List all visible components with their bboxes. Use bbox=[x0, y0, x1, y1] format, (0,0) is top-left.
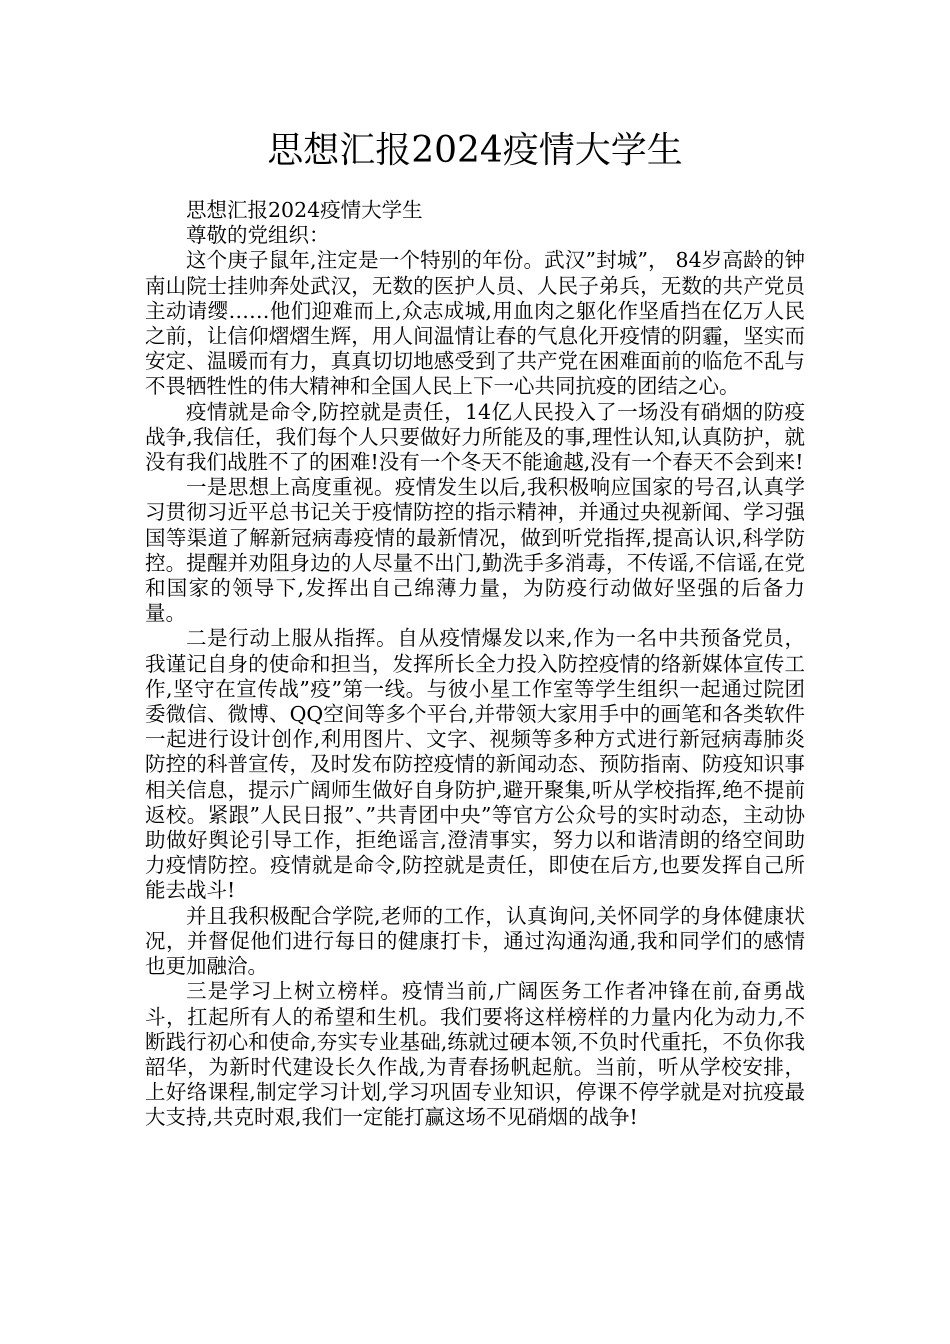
paragraph-cooperation: 并且我积极配合学院,老师的工作，认真询问,关怀同学的身体健康状况，并督促他们进行每日的健康打卡，通过沟通沟通,我和同学们的感情也更加融洽。 bbox=[145, 903, 805, 979]
paragraph-responsibility: 疫情就是命令,防控就是责任，14亿人民投入了一场没有硝烟的防疫战争,我信任，我们每个人只要做好力所能及的事,理性认知,认真防护，就没有我们战胜不了的困难!没有一个冬天不能逾越,没有一个春天不会到来! bbox=[145, 399, 805, 475]
paragraph-point-three: 三是学习上树立榜样。疫情当前,广阔医务工作者冲锋在前,奋勇战斗，扛起所有人的希望和生机。我们要将这样榜样的力量内化为动力,不断践行初心和使命,夯实专业基础,练就过硬本领,不负时代重托，不负你我韶华，为新时代建设长久作战,为青春扬帆起航。当前，听从学校安排，上好络课程,制定学习计划,学习巩固专业知识，停课不停学就是对抗疫最大支持,共克时艰,我们一定能打赢这场不见硝烟的战争! bbox=[145, 979, 805, 1130]
paragraph-point-two: 二是行动上服从指挥。自从疫情爆发以来,作为一名中共预备党员，我谨记自身的使命和担当，发挥所长全力投入防控疫情的络新媒体宣传工作,坚守在宣传战”疫”第一线。与彼小星工作室等学生组织一起通过院团委微信、微博、QQ空间等多个平台,并带领大家用手中的画笔和各类软件一起进行设计创作,利用图片、文字、视频等多种方式进行新冠病毒肺炎防控的科普宣传，及时发布防控疫情的新闻动态、预防指南、防疫知识事相关信息，提示广阔师生做好自身防护,避开聚集,听从学校指挥,绝不提前返校。紧跟”人民日报”、”共青团中央”等官方公众号的实时动态，主动协助做好舆论引导工作，拒绝谣言,澄清事实，努力以和谐清朗的络空间助力疫情防控。疫情就是命令,防控就是责任，即使在后方,也要发挥自己所能去战斗! bbox=[145, 626, 805, 903]
document-title: 思想汇报2024疫情大学生 bbox=[267, 130, 683, 171]
paragraph-point-one: 一是思想上高度重视。疫情发生以后,我积极响应国家的号召,认真学习贯彻习近平总书记关于疫情防控的指示精神，并通过央视新闻、学习强国等渠道了解新冠病毒疫情的最新情况，做到听党指挥,提高认识,科学防控。提醒并劝阻身边的人尽量不出门,勤洗手多消毒，不传谣,不信谣,在党和国家的领导下,发挥出自己绵薄力量，为防疫行动做好坚强的后备力量。 bbox=[145, 475, 805, 626]
paragraph-intro: 这个庚子鼠年,注定是一个特别的年份。武汉”封城”， 84岁高龄的钟南山院士挂帅奔处武汉，无数的医护人员、人民子弟兵，无数的共产党员主动请缨……他们迎难而上,众志成城,用血肉之躯化作坚盾挡在亿万人民之前，让信仰熠熠生辉，用人间温情让春的气息化开疫情的阴霾，坚实而安定、温暖而有力，真真切切地感受到了共产党在困难面前的临危不乱与不畏牺牲性的伟大精神和全国人民上下一心共同抗疫的团结之心。 bbox=[145, 248, 805, 399]
paragraph-heading: 思想汇报2024疫情大学生 bbox=[186, 198, 423, 222]
document-body bbox=[145, 198, 805, 1131]
paragraph-salutation: 尊敬的党组织： bbox=[186, 223, 330, 248]
